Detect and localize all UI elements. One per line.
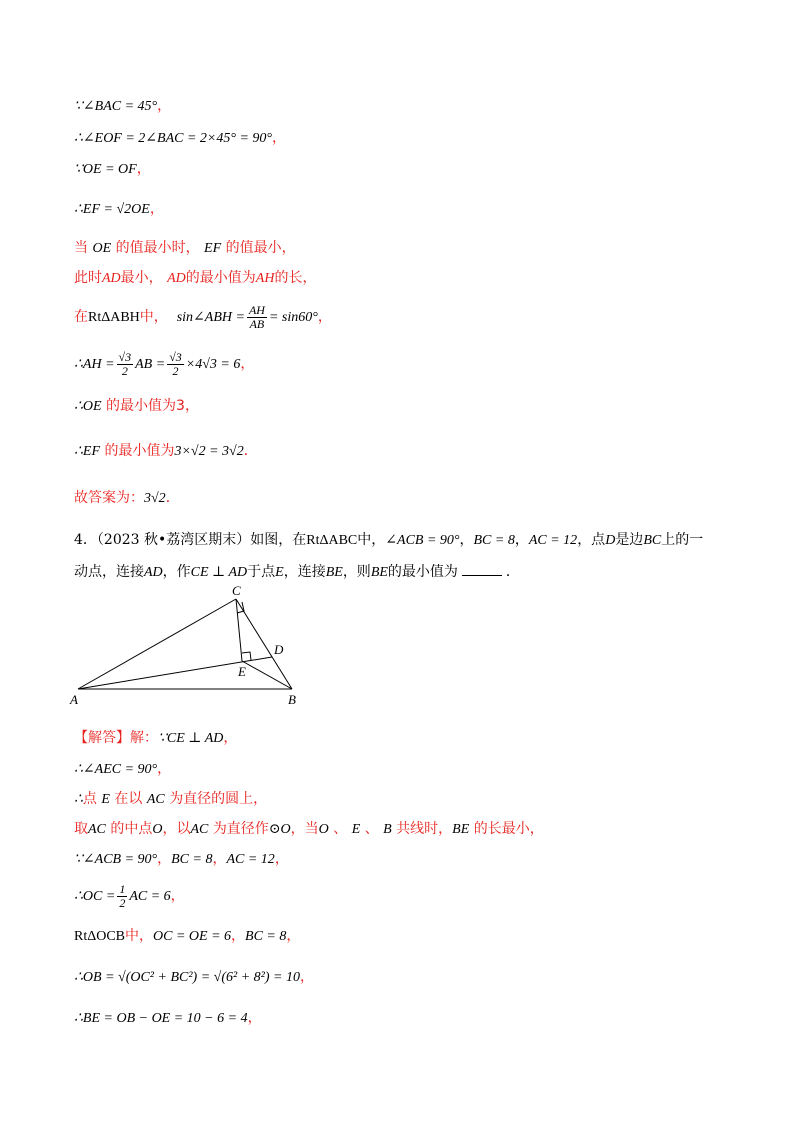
answer-line: 故答案为：3√2．: [74, 490, 180, 506]
solution-line-7: RtΔOCB中，OC = OE = 6，BC = 8，: [74, 928, 301, 944]
solution-line-3: ∴点 E 在以 AC 为直径的圆上，: [74, 791, 268, 807]
triangle-figure: [60, 580, 320, 710]
line-4: ∴EF = √2OE，: [74, 201, 164, 217]
question-4-line-1: 4．（2023 秋•荔湾区期末）如图，在RtΔABC中，∠ACB = 90°，BC = 8，AC = 12，点D是边BC上的一: [74, 532, 704, 548]
line-6: 此时AD最小， AD的最小值为AH的长，: [74, 270, 317, 286]
line-5: 当 OE 的值最小时， EF 的值最小，: [74, 240, 296, 256]
line-10: ∴EF 的最小值为3×√2 = 3√2．: [74, 443, 258, 459]
solution-line-9: ∴BE = OB − OE = 10 − 6 = 4，: [74, 1010, 262, 1026]
question-4-line-2: 动点，连接AD，作CE ⊥ AD于点E，连接BE，则BE的最小值为 ．: [74, 564, 520, 580]
solution-line-2: ∴∠AEC = 90°，: [74, 761, 172, 777]
right-angle-e: [242, 652, 251, 660]
line-3: ∵OE = OF，: [74, 161, 151, 177]
line-8: ∴AH = $\frac{√3}{2}$ AB = $\frac{√3}{2}$ ×4√3 = 6，: [74, 349, 255, 378]
solution-line-4: 取AC 的中点O，以AC 为直径作⊙O，当O 、 E 、 B 共线时，BE 的长最小，: [74, 821, 544, 837]
solution-line-5: ∵∠ACB = 90°，BC = 8，AC = 12，: [74, 851, 289, 867]
line-2: ∴∠EOF = 2∠BAC = 2×45° = 90°，: [74, 130, 287, 146]
answer-blank: [462, 563, 502, 576]
label-b: B: [288, 692, 296, 707]
line-9: ∴OE 的最小值为3，: [74, 398, 199, 414]
label-c: C: [232, 583, 241, 598]
label-a: A: [70, 692, 78, 707]
label-e: E: [238, 664, 246, 679]
line-7: 在RtΔABH中， sin∠ABH = $\frac{AH}{AB}$ = sin60°，: [74, 302, 332, 331]
solution-line-8: ∴OB = √(OC² + BC²) = √(6² + 8²) = 10，: [74, 969, 314, 985]
solution-line-1: 【解答】解：∵CE ⊥ AD，: [74, 730, 238, 746]
line-1: ∵∠BAC = 45°，: [74, 98, 172, 114]
segment-ce: [236, 599, 242, 661]
segment-eb: [242, 661, 292, 689]
solution-line-6: ∴OC = $\frac{1}{2}$ AC = 6，: [74, 881, 185, 910]
label-d: D: [274, 642, 284, 657]
right-angle-c: [237, 602, 244, 613]
